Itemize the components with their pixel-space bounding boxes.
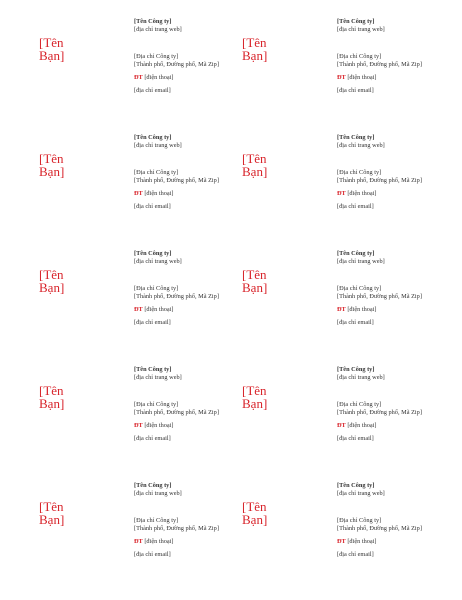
card-phone-row — [337, 538, 437, 546]
card-phone-row — [134, 538, 234, 546]
card-name-line2: Bạn] — [39, 280, 65, 295]
card-phone: [điện thoại] — [347, 422, 377, 429]
card-address: [Địa chỉ Công ty] — [337, 53, 382, 60]
card-name — [39, 500, 99, 526]
card-address: [Địa chỉ Công ty] — [134, 401, 179, 408]
card-phone-label: ĐT — [134, 74, 143, 81]
card-company: [Tên Công ty] — [134, 482, 172, 489]
card-name-line1: [Tên — [242, 499, 267, 514]
card-email: [địa chỉ email] — [337, 319, 374, 326]
card-email: [địa chỉ email] — [134, 435, 171, 442]
card-name — [242, 36, 302, 62]
card-address: [Địa chỉ Công ty] — [134, 169, 179, 176]
card-name-line2: Bạn] — [242, 164, 268, 179]
card-name — [242, 268, 302, 294]
card-address: [Địa chỉ Công ty] — [337, 517, 382, 524]
card-name-line1: [Tên — [39, 499, 64, 514]
card-phone-row — [134, 74, 234, 82]
card-name-line1: [Tên — [242, 35, 267, 50]
card-email: [địa chỉ email] — [337, 551, 374, 558]
card-company: [Tên Công ty] — [337, 250, 375, 257]
card-phone: [điện thoại] — [347, 306, 377, 313]
card-name — [242, 152, 302, 178]
card-phone: [điện thoại] — [144, 422, 174, 429]
card-phone-row — [337, 74, 437, 82]
card-website: [địa chỉ trang web] — [337, 142, 385, 149]
card-company: [Tên Công ty] — [337, 482, 375, 489]
card-phone: [điện thoại] — [347, 190, 377, 197]
card-phone-row — [134, 306, 234, 314]
business-card-1 — [39, 18, 239, 130]
card-name-line1: [Tên — [39, 267, 64, 282]
card-phone: [điện thoại] — [144, 306, 174, 313]
card-website: [địa chỉ trang web] — [134, 258, 182, 265]
card-name-line2: Bạn] — [39, 164, 65, 179]
business-card-9 — [39, 482, 239, 594]
card-name — [39, 268, 99, 294]
card-name-line1: [Tên — [242, 383, 267, 398]
card-address: [Địa chỉ Công ty] — [134, 53, 179, 60]
card-email: [địa chỉ email] — [134, 87, 171, 94]
card-phone-label: ĐT — [134, 538, 143, 545]
card-company: [Tên Công ty] — [337, 134, 375, 141]
card-name-line2: Bạn] — [242, 396, 268, 411]
card-name — [39, 152, 99, 178]
card-name-line2: Bạn] — [39, 396, 65, 411]
business-card-3 — [39, 134, 239, 246]
card-company: [Tên Công ty] — [134, 18, 172, 25]
card-phone-label: ĐT — [337, 422, 346, 429]
card-city: [Thành phố, Đường phố, Mã Zip] — [134, 525, 219, 532]
card-phone-label: ĐT — [337, 538, 346, 545]
card-phone-row — [134, 190, 234, 198]
card-name-line1: [Tên — [242, 267, 267, 282]
card-name — [242, 384, 302, 410]
card-phone: [điện thoại] — [347, 538, 377, 545]
card-phone: [điện thoại] — [144, 74, 174, 81]
business-card-5 — [39, 250, 239, 362]
card-website: [địa chỉ trang web] — [134, 26, 182, 33]
card-name-line1: [Tên — [39, 151, 64, 166]
card-address: [Địa chỉ Công ty] — [337, 285, 382, 292]
business-card-7 — [39, 366, 239, 478]
card-name-line2: Bạn] — [242, 48, 268, 63]
card-city: [Thành phố, Đường phố, Mã Zip] — [337, 409, 422, 416]
card-name-line1: [Tên — [39, 383, 64, 398]
card-phone-label: ĐT — [337, 74, 346, 81]
card-name — [242, 500, 302, 526]
card-email: [địa chỉ email] — [337, 435, 374, 442]
card-city: [Thành phố, Đường phố, Mã Zip] — [337, 177, 422, 184]
card-phone: [điện thoại] — [144, 538, 174, 545]
card-name — [39, 36, 99, 62]
card-info — [337, 134, 437, 211]
card-name-line2: Bạn] — [242, 280, 268, 295]
card-phone-row — [337, 306, 437, 314]
card-website: [địa chỉ trang web] — [134, 142, 182, 149]
card-city: [Thành phố, Đường phố, Mã Zip] — [134, 293, 219, 300]
card-info — [134, 134, 234, 211]
card-info — [337, 18, 437, 95]
card-city: [Thành phố, Đường phố, Mã Zip] — [134, 409, 219, 416]
card-website: [địa chỉ trang web] — [134, 374, 182, 381]
card-website: [địa chỉ trang web] — [134, 490, 182, 497]
card-company: [Tên Công ty] — [134, 366, 172, 373]
card-city: [Thành phố, Đường phố, Mã Zip] — [337, 525, 422, 532]
card-company: [Tên Công ty] — [337, 366, 375, 373]
card-info — [134, 366, 234, 443]
card-info — [337, 366, 437, 443]
card-phone: [điện thoại] — [347, 74, 377, 81]
business-card-4 — [242, 134, 442, 246]
card-website: [địa chỉ trang web] — [337, 490, 385, 497]
card-email: [địa chỉ email] — [337, 87, 374, 94]
card-phone-label: ĐT — [134, 422, 143, 429]
card-address: [Địa chỉ Công ty] — [337, 401, 382, 408]
card-name-line2: Bạn] — [39, 512, 65, 527]
card-email: [địa chỉ email] — [134, 203, 171, 210]
card-city: [Thành phố, Đường phố, Mã Zip] — [134, 177, 219, 184]
card-address: [Địa chỉ Công ty] — [134, 517, 179, 524]
card-phone-row — [337, 190, 437, 198]
card-company: [Tên Công ty] — [337, 18, 375, 25]
card-name-line1: [Tên — [242, 151, 267, 166]
card-email: [địa chỉ email] — [134, 319, 171, 326]
card-info — [134, 482, 234, 559]
card-company: [Tên Công ty] — [134, 134, 172, 141]
business-card-2 — [242, 18, 442, 130]
card-phone-label: ĐT — [134, 306, 143, 313]
card-city: [Thành phố, Đường phố, Mã Zip] — [134, 61, 219, 68]
card-phone-row — [337, 422, 437, 430]
card-info — [337, 482, 437, 559]
card-name-line2: Bạn] — [242, 512, 268, 527]
card-phone-row — [134, 422, 234, 430]
card-phone-label: ĐT — [134, 190, 143, 197]
business-card-6 — [242, 250, 442, 362]
card-info — [134, 18, 234, 95]
card-address: [Địa chỉ Công ty] — [134, 285, 179, 292]
card-email: [địa chỉ email] — [134, 551, 171, 558]
card-phone-label: ĐT — [337, 306, 346, 313]
card-address: [Địa chỉ Công ty] — [337, 169, 382, 176]
card-city: [Thành phố, Đường phố, Mã Zip] — [337, 293, 422, 300]
card-company: [Tên Công ty] — [134, 250, 172, 257]
card-name-line1: [Tên — [39, 35, 64, 50]
card-phone: [điện thoại] — [144, 190, 174, 197]
card-website: [địa chỉ trang web] — [337, 374, 385, 381]
card-phone-label: ĐT — [337, 190, 346, 197]
card-name-line2: Bạn] — [39, 48, 65, 63]
card-name — [39, 384, 99, 410]
card-info — [337, 250, 437, 327]
card-info — [134, 250, 234, 327]
card-website: [địa chỉ trang web] — [337, 258, 385, 265]
business-card-8 — [242, 366, 442, 478]
card-email: [địa chỉ email] — [337, 203, 374, 210]
card-city: [Thành phố, Đường phố, Mã Zip] — [337, 61, 422, 68]
business-card-10 — [242, 482, 442, 594]
card-website: [địa chỉ trang web] — [337, 26, 385, 33]
